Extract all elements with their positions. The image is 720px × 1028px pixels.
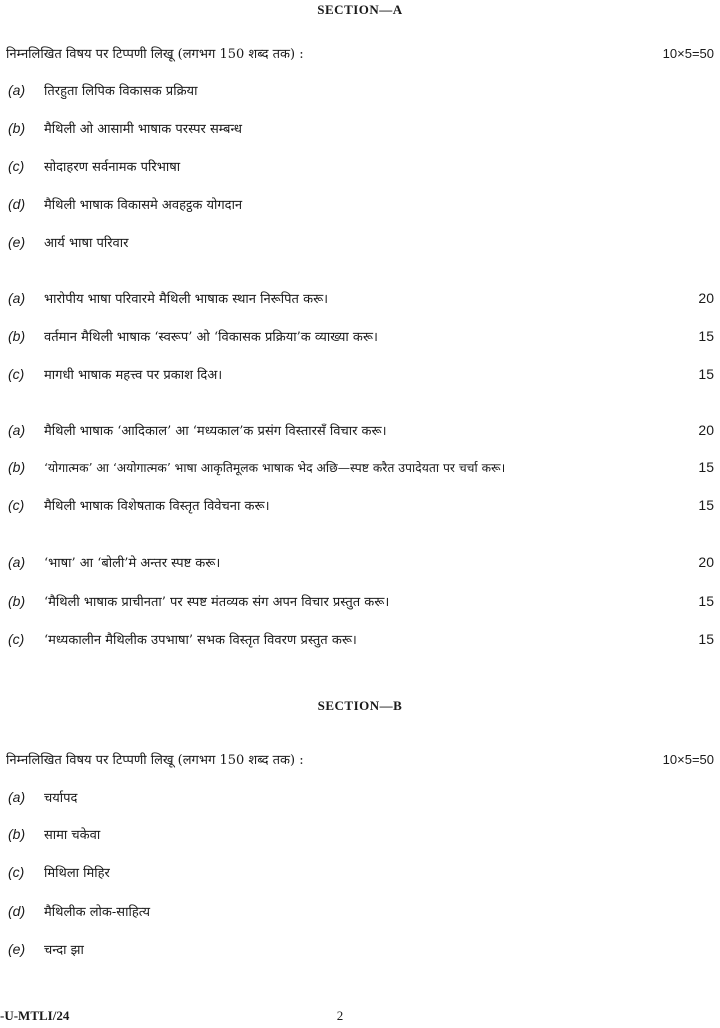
item-text: सामा चकेवा bbox=[44, 828, 101, 843]
item-text: मैथिली भाषाक ‘आदिकाल’ आ ‘मध्यकाल’क प्रसंग विस्तारसँ विचार करू। bbox=[44, 424, 387, 439]
page-footer bbox=[0, 1008, 720, 1028]
item-marks: 20 bbox=[698, 422, 714, 438]
q5-instruction-row bbox=[6, 748, 714, 770]
item-label: (b) bbox=[8, 120, 26, 136]
q1-item bbox=[6, 117, 714, 139]
item-text: मैथिली ओ आसामी भाषाक परस्पर सम्बन्ध bbox=[44, 122, 243, 137]
item-label: (e) bbox=[8, 234, 26, 250]
item-text: आर्य भाषा परिवार bbox=[44, 236, 129, 251]
item-text: मिथिला मिहिर bbox=[44, 866, 110, 881]
item-marks: 15 bbox=[698, 497, 714, 513]
item-text: मैथिली भाषाक विकासमे अवहट्ठक योगदान bbox=[44, 198, 243, 213]
paper-code: -U-MTLI/24 bbox=[0, 1008, 70, 1023]
item-text: सोदाहरण सर्वनामक परिभाषा bbox=[44, 160, 181, 175]
item-label: (b) bbox=[8, 328, 26, 344]
q2-item bbox=[6, 363, 714, 385]
item-marks: 20 bbox=[698, 554, 714, 570]
q5-item bbox=[6, 938, 714, 960]
section-a-title: SECTION—A bbox=[317, 2, 403, 17]
item-text: मागधी भाषाक महत्त्व पर प्रकाश दिअ। bbox=[44, 368, 223, 383]
item-marks: 15 bbox=[698, 328, 714, 344]
item-label: (a) bbox=[8, 82, 26, 98]
item-marks: 15 bbox=[698, 631, 714, 647]
q1-item bbox=[6, 193, 714, 215]
q4-item bbox=[6, 551, 714, 573]
item-marks: 15 bbox=[698, 366, 714, 382]
q1-item bbox=[6, 231, 714, 253]
q5-item bbox=[6, 786, 714, 808]
section-b-title: SECTION—B bbox=[317, 698, 403, 713]
q5-instruction: निम्नलिखित विषय पर टिप्पणी लिखू (लगभग 150 शब्द तक) : bbox=[6, 753, 304, 768]
item-label: (c) bbox=[8, 497, 25, 513]
item-label: (c) bbox=[8, 864, 25, 880]
q5-item bbox=[6, 823, 714, 845]
item-marks: 20 bbox=[698, 290, 714, 306]
item-label: (a) bbox=[8, 422, 26, 438]
q1-marks: 10×5=50 bbox=[662, 45, 714, 61]
item-marks: 15 bbox=[698, 459, 714, 475]
item-label: (d) bbox=[8, 196, 26, 212]
q3-item bbox=[6, 419, 714, 441]
item-label: (c) bbox=[8, 631, 25, 647]
q1-instruction: निम्नलिखित विषय पर टिप्पणी लिखू (लगभग 150 शब्द तक) : bbox=[6, 47, 304, 62]
item-text: वर्तमान मैथिली भाषाक ‘स्वरूप’ ओ ‘विकासक प्रक्रिया’क व्याख्या करू। bbox=[44, 330, 378, 345]
item-text: चर्यापद bbox=[44, 791, 78, 806]
item-text: ‘मैथिली भाषाक प्राचीनता’ पर स्पष्ट मंतव्यक संग अपन विचार प्रस्तुत करू। bbox=[44, 595, 390, 610]
q3-item bbox=[6, 456, 714, 478]
item-label: (b) bbox=[8, 459, 26, 475]
item-text: ‘योगात्मक’ आ ‘अयोगात्मक’ भाषा आकृतिमूलक भाषाक भेद अछि—स्पष्ट करैत उपादेयता पर चर्चा करू। bbox=[44, 460, 506, 475]
item-label: (d) bbox=[8, 903, 26, 919]
item-text: भारोपीय भाषा परिवारमे मैथिली भाषाक स्थान निरूपित करू। bbox=[44, 292, 329, 307]
q1-item bbox=[6, 79, 714, 101]
item-label: (b) bbox=[8, 826, 26, 842]
q4-item bbox=[6, 628, 714, 650]
item-label: (e) bbox=[8, 941, 26, 957]
item-label: (c) bbox=[8, 366, 25, 382]
item-text: ‘मध्यकालीन मैथिलीक उपभाषा’ सभक विस्तृत विवरण प्रस्तुत करू। bbox=[44, 633, 357, 648]
item-label: (b) bbox=[8, 593, 26, 609]
q4-item bbox=[6, 590, 714, 612]
q5-item bbox=[6, 900, 714, 922]
q5-marks: 10×5=50 bbox=[662, 751, 714, 767]
q2-item bbox=[6, 325, 714, 347]
q1-item bbox=[6, 155, 714, 177]
item-text: मैथिलीक लोक-साहित्य bbox=[44, 905, 151, 920]
item-text: ‘भाषा’ आ ‘बोली’मे अन्तर स्पष्ट करू। bbox=[44, 556, 221, 571]
q2-item bbox=[6, 287, 714, 309]
item-text: मैथिली भाषाक विशेषताक विस्तृत विवेचना करू। bbox=[44, 499, 270, 514]
item-label: (c) bbox=[8, 158, 25, 174]
item-marks: 15 bbox=[698, 593, 714, 609]
q3-item bbox=[6, 494, 714, 516]
item-label: (a) bbox=[8, 789, 26, 805]
page-number: 2 bbox=[336, 1008, 344, 1023]
q5-item bbox=[6, 861, 714, 883]
q1-instruction-row bbox=[6, 42, 714, 64]
item-text: चन्दा झा bbox=[44, 943, 84, 958]
item-text: तिरहुता लिपिक विकासक प्रक्रिया bbox=[44, 84, 198, 99]
item-label: (a) bbox=[8, 554, 26, 570]
item-label: (a) bbox=[8, 290, 26, 306]
